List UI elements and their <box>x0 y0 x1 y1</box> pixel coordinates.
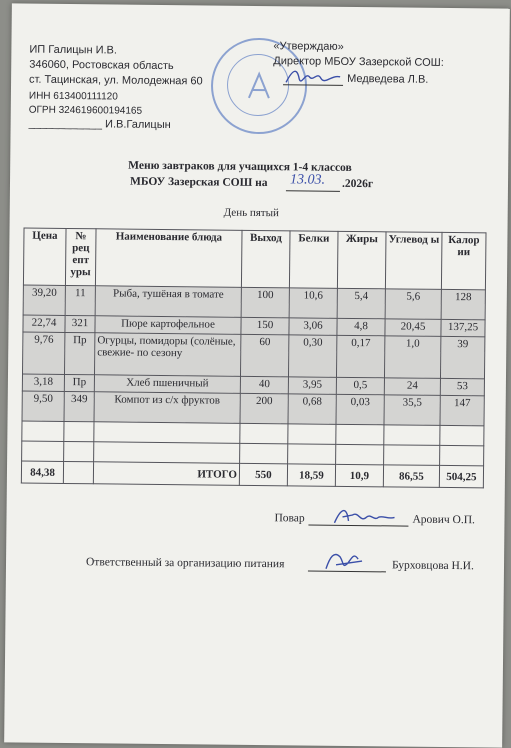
cell-fat: 5,4 <box>337 288 385 319</box>
cell-protein: 10,6 <box>289 288 337 319</box>
col-carbs: Углевод ы <box>385 232 442 290</box>
cell-yield: 150 <box>241 317 289 335</box>
cell-dish: Огурцы, помидоры (солёные, свежие- по сезону <box>94 333 240 377</box>
total-calories: 504,25 <box>439 465 483 487</box>
menu-title: Меню завтраков для учащихся 1-4 классов <box>128 159 352 174</box>
total-fat: 10,9 <box>335 464 383 487</box>
menu-subtitle-suffix: .2026г <box>341 177 374 191</box>
col-fat: Жиры <box>337 231 386 288</box>
responsible-signature-icon <box>322 547 366 575</box>
menu-subtitle-prefix: МБОУ Зазерская СОШ на <box>129 175 268 190</box>
cell-calories: 137,25 <box>441 319 485 336</box>
cell-recipe: 321 <box>65 315 95 332</box>
cell-calories: 147 <box>440 395 484 425</box>
cell-fat: 4,8 <box>337 318 385 336</box>
ip-signature-line: ____________ И.В.Галицын <box>28 117 171 132</box>
col-dish: Наименование блюда <box>95 229 242 288</box>
cell-fat: 0,03 <box>336 394 384 425</box>
cell-recipe: Пр <box>64 374 94 391</box>
cook-signature-icon <box>332 503 396 530</box>
cell-dish: Пюре картофельное <box>95 316 241 335</box>
cell-price: 22,74 <box>23 315 65 332</box>
ip-address-street: ст. Тацинская, ул. Молодежная 60 <box>29 73 203 88</box>
menu-date-handwritten: 13.03. <box>289 172 326 188</box>
cook-name: Арович О.П. <box>412 513 475 527</box>
cell-yield: 200 <box>240 393 288 424</box>
cell-price: 3,18 <box>22 374 64 391</box>
cell-recipe: Пр <box>65 332 95 374</box>
cook-label: Повар <box>274 512 305 525</box>
cell-price: 39,20 <box>23 285 65 315</box>
total-carbs: 86,55 <box>383 465 439 488</box>
cell-calories: 128 <box>441 289 485 319</box>
cell-yield: 100 <box>241 287 289 318</box>
ip-ogrn: ОГРН 324619600194165 <box>28 104 143 117</box>
responsible-name: Бурховцова Н.И. <box>391 559 474 573</box>
cell-dish: Компот из с/х фруктов <box>94 392 240 424</box>
col-price: Цена <box>23 228 66 285</box>
table-header-row <box>23 228 486 290</box>
cell-protein: 3,95 <box>288 377 336 395</box>
col-recipe: № рец епт уры <box>65 228 96 285</box>
responsible-label: Ответственный за организацию питания <box>85 556 285 571</box>
document-page <box>4 3 510 747</box>
cell-protein: 3,06 <box>289 318 337 336</box>
table-row <box>23 332 485 379</box>
col-calories: Калор ии <box>441 232 486 289</box>
ip-inn: ИНН 613400111120 <box>28 90 118 103</box>
table-total-row <box>21 461 483 488</box>
cell-fat: 0,17 <box>336 335 384 378</box>
total-label: ИТОГО <box>93 462 239 486</box>
cell-calories: 53 <box>440 378 484 395</box>
cell-yield: 40 <box>240 376 288 394</box>
cell-carbs: 20,45 <box>385 319 441 337</box>
cell-carbs: 24 <box>384 378 440 396</box>
table-row <box>22 391 484 426</box>
total-price: 84,38 <box>21 461 63 483</box>
ip-address-region: 346060, Ростовская область <box>29 58 174 73</box>
cell-yield: 60 <box>240 334 288 377</box>
cell-recipe: 11 <box>65 285 95 315</box>
cell-price: 9,76 <box>23 332 65 374</box>
approve-label: «Утверждаю» <box>273 40 344 53</box>
total-protein: 18,59 <box>287 464 335 487</box>
total-recipe <box>63 461 93 483</box>
cell-recipe: 349 <box>64 391 94 421</box>
date-underline <box>286 190 340 192</box>
day-label: День пятый <box>223 206 279 220</box>
cell-carbs: 5,6 <box>385 289 441 320</box>
ip-name: ИП Галицын И.В. <box>29 43 118 57</box>
cell-carbs: 1,0 <box>384 336 440 379</box>
col-yield: Выход <box>241 230 290 287</box>
total-yield: 550 <box>239 463 287 486</box>
cell-fat: 0,5 <box>336 377 384 395</box>
cell-carbs: 35,5 <box>384 395 440 426</box>
table-row <box>23 285 485 320</box>
director-name: Медведева Л.В. <box>347 72 429 86</box>
director-title: Директор МБОУ Зазерской СОШ: <box>273 55 444 69</box>
cell-dish: Рыба, тушёная в томате <box>95 286 241 318</box>
cell-price: 9,50 <box>22 391 64 421</box>
cell-dish: Хлеб пшеничный <box>94 375 240 394</box>
cell-calories: 39 <box>440 336 484 378</box>
menu-table <box>21 228 487 489</box>
cell-protein: 0,30 <box>288 335 336 378</box>
director-signature-icon <box>283 64 343 91</box>
col-protein: Белки <box>289 231 338 288</box>
cell-protein: 0,68 <box>288 394 336 425</box>
